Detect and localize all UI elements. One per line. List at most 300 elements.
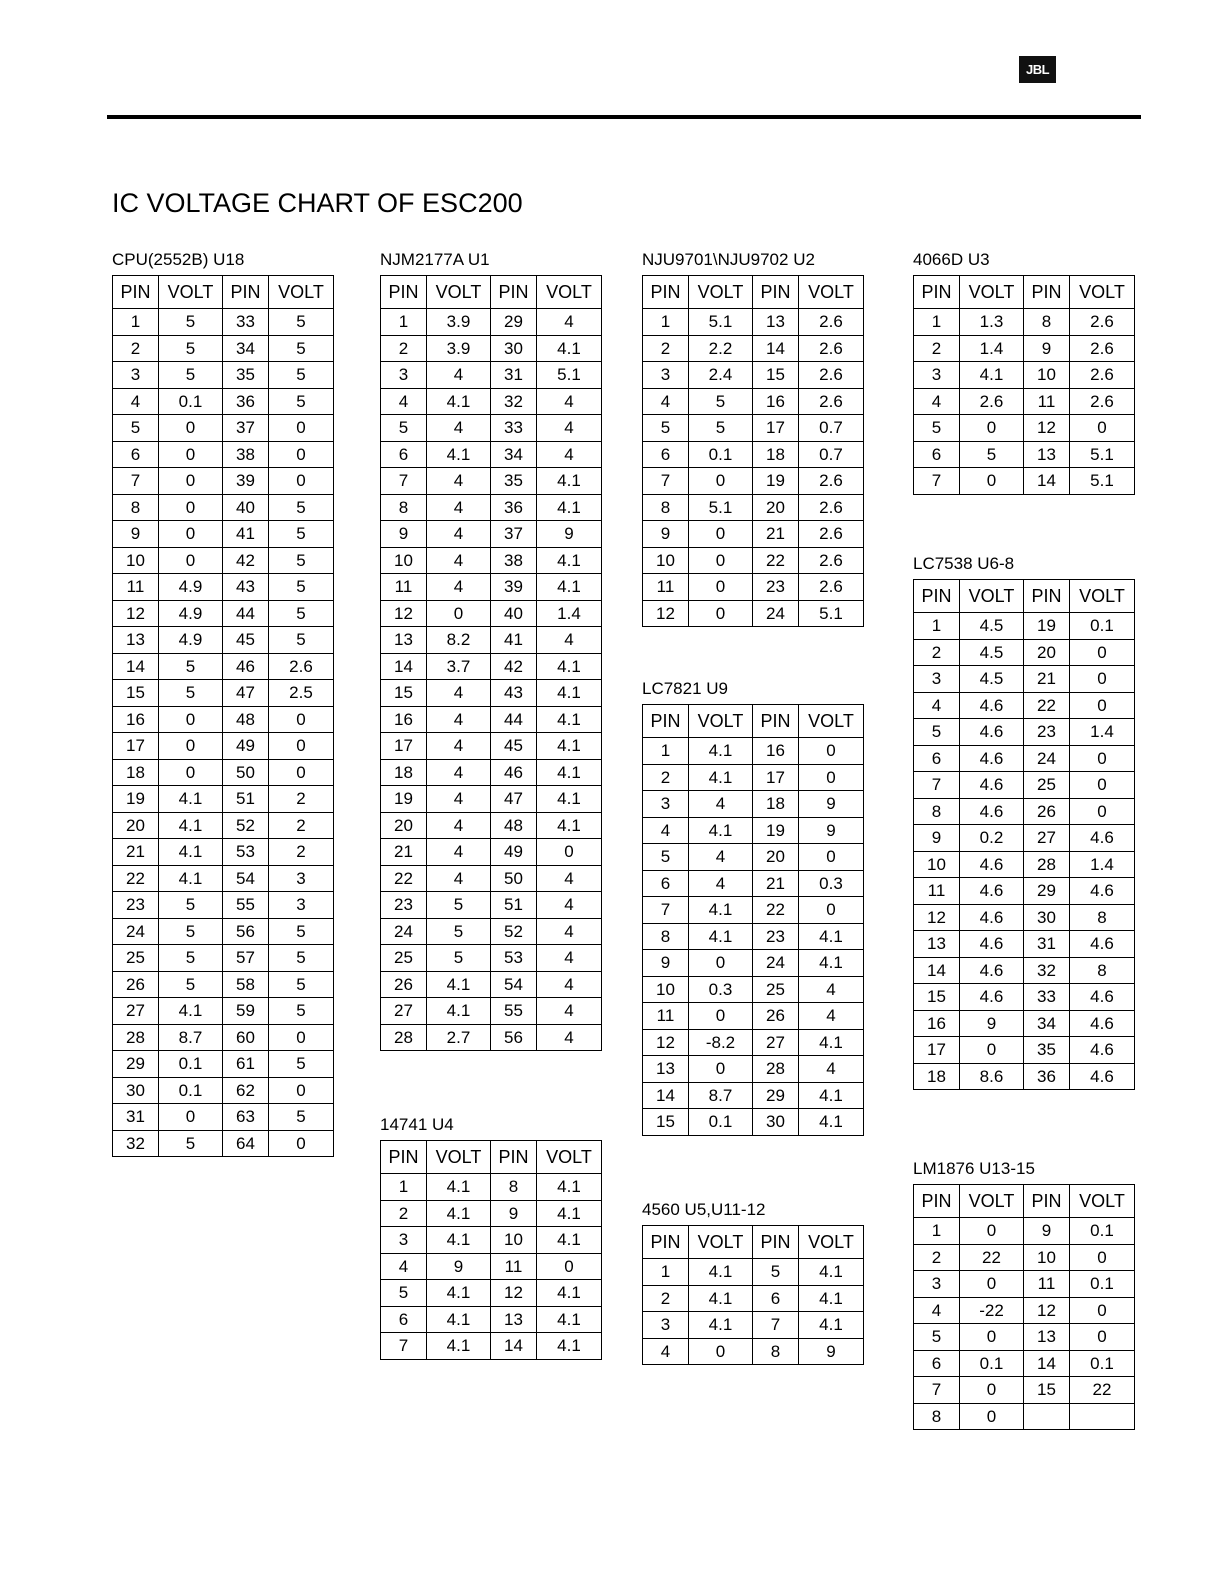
pin-cell: 9 — [1024, 1218, 1070, 1245]
pin-cell: 18 — [113, 759, 159, 786]
table-row — [381, 309, 602, 336]
pin-cell: 39 — [223, 468, 269, 495]
pin-cell: 28 — [113, 1024, 159, 1051]
pin-cell: 52 — [223, 812, 269, 839]
volt-cell: 4.1 — [537, 1227, 602, 1254]
pin-cell: 9 — [491, 1200, 537, 1227]
pin-cell: 10 — [914, 851, 960, 878]
volt-cell: 4.1 — [689, 923, 753, 950]
volt-cell: 4.6 — [1070, 1037, 1135, 1064]
table-row — [113, 494, 334, 521]
pin-cell: 22 — [1024, 692, 1070, 719]
table-row — [381, 1227, 602, 1254]
pin-cell: 15 — [643, 1109, 689, 1136]
column-header: VOLT — [689, 705, 753, 738]
volt-cell: 0.2 — [960, 825, 1024, 852]
volt-cell: 4 — [427, 680, 491, 707]
volt-cell: 4.1 — [799, 1029, 864, 1056]
volt-cell: 4.5 — [960, 639, 1024, 666]
pin-cell: 23 — [1024, 719, 1070, 746]
pin-cell: 38 — [223, 441, 269, 468]
pin-cell: 17 — [381, 733, 427, 760]
volt-cell: 2.6 — [799, 362, 864, 389]
table-caption: NJM2177A U1 — [380, 250, 490, 269]
pin-cell: 13 — [491, 1306, 537, 1333]
pin-cell: 9 — [643, 950, 689, 977]
pin-cell: 16 — [381, 706, 427, 733]
table-row — [643, 600, 864, 627]
volt-cell: 0 — [799, 764, 864, 791]
pin-cell: 4 — [643, 817, 689, 844]
volt-cell: 0 — [689, 547, 753, 574]
pin-cell: 3 — [914, 362, 960, 389]
pin-cell: 3 — [914, 666, 960, 693]
volt-cell: 4.5 — [960, 613, 1024, 640]
header-row — [914, 1185, 1135, 1218]
volt-cell: 0 — [689, 1338, 753, 1365]
pin-cell: 14 — [753, 335, 799, 362]
volt-cell: 4 — [427, 865, 491, 892]
volt-cell: 4.1 — [159, 839, 223, 866]
pin-cell: 27 — [113, 998, 159, 1025]
volt-cell: 0.1 — [689, 441, 753, 468]
pin-cell: 54 — [223, 865, 269, 892]
pin-cell: 8 — [1024, 309, 1070, 336]
pin-cell: 4 — [381, 1253, 427, 1280]
volt-cell: 0 — [159, 415, 223, 442]
volt-cell: 4 — [427, 706, 491, 733]
volt-cell: 5 — [689, 388, 753, 415]
pin-cell: 38 — [491, 547, 537, 574]
pin-cell: 10 — [643, 547, 689, 574]
volt-cell: 4.1 — [427, 1174, 491, 1201]
pin-cell: 13 — [1024, 1324, 1070, 1351]
pin-cell: 26 — [753, 1003, 799, 1030]
pin-cell — [1024, 1403, 1070, 1430]
pin-cell: 59 — [223, 998, 269, 1025]
header-row — [113, 276, 334, 309]
table-row — [914, 1350, 1135, 1377]
pin-cell: 41 — [491, 627, 537, 654]
pin-cell: 9 — [914, 825, 960, 852]
pin-cell: 3 — [643, 1312, 689, 1339]
volt-cell: 4.1 — [960, 362, 1024, 389]
volt-cell: 0 — [689, 574, 753, 601]
pin-cell: 35 — [1024, 1037, 1070, 1064]
pin-cell: 11 — [643, 574, 689, 601]
table-row — [643, 976, 864, 1003]
pin-cell: 4 — [113, 388, 159, 415]
volt-cell: 4.6 — [1070, 931, 1135, 958]
volt-cell: 0.1 — [159, 388, 223, 415]
column-header: PIN — [1024, 1185, 1070, 1218]
table-row — [643, 574, 864, 601]
pin-cell: 13 — [113, 627, 159, 654]
pin-cell: 23 — [753, 574, 799, 601]
pin-cell: 53 — [223, 839, 269, 866]
volt-cell: 5 — [269, 521, 334, 548]
pin-cell: 7 — [113, 468, 159, 495]
table-row — [643, 738, 864, 765]
volt-cell: 0.7 — [799, 415, 864, 442]
volt-cell: 5 — [269, 335, 334, 362]
pin-cell: 18 — [914, 1063, 960, 1090]
volt-cell: 4.1 — [537, 812, 602, 839]
volt-cell: 4.6 — [1070, 878, 1135, 905]
pin-cell: 8 — [753, 1338, 799, 1365]
table-row — [113, 388, 334, 415]
table-row — [113, 547, 334, 574]
volt-cell: 1.4 — [537, 600, 602, 627]
table-row — [914, 613, 1135, 640]
pin-cell: 33 — [1024, 984, 1070, 1011]
table-row — [381, 1280, 602, 1307]
column-header: PIN — [914, 1185, 960, 1218]
volt-cell: 0 — [159, 441, 223, 468]
pin-cell: 13 — [753, 309, 799, 336]
volt-cell: 4.1 — [537, 706, 602, 733]
volt-cell: 0 — [1070, 1244, 1135, 1271]
pin-cell: 1 — [381, 1174, 427, 1201]
table-row — [381, 918, 602, 945]
table-row — [381, 1024, 602, 1051]
table-row — [381, 892, 602, 919]
voltage-table — [642, 704, 864, 1136]
header-row — [381, 1141, 602, 1174]
volt-cell: 8.2 — [427, 627, 491, 654]
pin-cell: 10 — [1024, 362, 1070, 389]
table-row — [113, 600, 334, 627]
volt-cell: 8 — [1070, 904, 1135, 931]
pin-cell: 21 — [1024, 666, 1070, 693]
volt-cell: 4 — [537, 309, 602, 336]
volt-cell: 4.6 — [1070, 825, 1135, 852]
volt-cell: 2.5 — [269, 680, 334, 707]
table-row — [381, 706, 602, 733]
volt-cell: 1.3 — [960, 309, 1024, 336]
table-row — [643, 1312, 864, 1339]
table-row — [113, 521, 334, 548]
volt-cell: 4.6 — [960, 719, 1024, 746]
volt-cell: 4.1 — [689, 1285, 753, 1312]
volt-cell: 4 — [689, 870, 753, 897]
table-row — [643, 1029, 864, 1056]
header-row — [643, 705, 864, 738]
volt-cell: 0 — [269, 759, 334, 786]
pin-cell: 20 — [1024, 639, 1070, 666]
volt-cell: 4 — [427, 415, 491, 442]
pin-cell: 10 — [113, 547, 159, 574]
pin-cell: 5 — [914, 415, 960, 442]
volt-cell: 4.1 — [689, 1312, 753, 1339]
table-row — [113, 706, 334, 733]
pin-cell: 3 — [643, 791, 689, 818]
voltage-table — [913, 275, 1135, 495]
pin-cell: 13 — [643, 1056, 689, 1083]
column-header: PIN — [643, 1226, 689, 1259]
pin-cell: 3 — [113, 362, 159, 389]
volt-cell: 5 — [269, 600, 334, 627]
pin-cell: 29 — [1024, 878, 1070, 905]
column-header: VOLT — [960, 1185, 1024, 1218]
pin-cell: 58 — [223, 971, 269, 998]
table-row — [381, 521, 602, 548]
pin-cell: 45 — [223, 627, 269, 654]
volt-cell: 5 — [159, 309, 223, 336]
pin-cell: 46 — [491, 759, 537, 786]
table-row — [914, 415, 1135, 442]
volt-cell: 5.1 — [1070, 441, 1135, 468]
volt-cell: 4 — [799, 976, 864, 1003]
volt-cell: 4.1 — [159, 998, 223, 1025]
column-header: PIN — [643, 705, 689, 738]
table-row — [914, 798, 1135, 825]
pin-cell: 33 — [223, 309, 269, 336]
pin-cell: 32 — [1024, 957, 1070, 984]
volt-cell: 9 — [537, 521, 602, 548]
header-row — [643, 276, 864, 309]
table-row — [381, 812, 602, 839]
volt-cell: 4 — [427, 786, 491, 813]
volt-cell: 5 — [689, 415, 753, 442]
pin-cell: 33 — [491, 415, 537, 442]
pin-cell: 44 — [223, 600, 269, 627]
column-header: PIN — [1024, 580, 1070, 613]
pin-cell: 17 — [753, 764, 799, 791]
table-caption: LC7538 U6-8 — [913, 554, 1015, 573]
volt-cell: 0 — [689, 468, 753, 495]
column-header: VOLT — [537, 276, 602, 309]
table-row — [914, 1218, 1135, 1245]
column-header: VOLT — [799, 1226, 864, 1259]
volt-cell: 0 — [269, 468, 334, 495]
volt-cell: 5 — [269, 945, 334, 972]
pin-cell: 15 — [113, 680, 159, 707]
pin-cell: 44 — [491, 706, 537, 733]
pin-cell: 20 — [753, 494, 799, 521]
table-block-lm1876 — [913, 1159, 1135, 1430]
volt-cell: 5 — [159, 653, 223, 680]
table-row — [381, 839, 602, 866]
volt-cell: 4.1 — [537, 759, 602, 786]
volt-cell: 4.6 — [1070, 1010, 1135, 1037]
volt-cell: 8.7 — [689, 1082, 753, 1109]
table-row — [381, 865, 602, 892]
table-row — [914, 1037, 1135, 1064]
volt-cell: 5.1 — [689, 309, 753, 336]
volt-cell: 0 — [1070, 1324, 1135, 1351]
volt-cell: 4 — [427, 494, 491, 521]
table-row — [113, 362, 334, 389]
volt-cell: 0 — [960, 1037, 1024, 1064]
table-row — [113, 945, 334, 972]
volt-cell: 2.2 — [689, 335, 753, 362]
pin-cell: 2 — [914, 1244, 960, 1271]
volt-cell: 0.1 — [1070, 1218, 1135, 1245]
pin-cell: 19 — [1024, 613, 1070, 640]
pin-cell: 46 — [223, 653, 269, 680]
pin-cell: 55 — [223, 892, 269, 919]
pin-cell: 16 — [914, 1010, 960, 1037]
pin-cell: 57 — [223, 945, 269, 972]
pin-cell: 12 — [1024, 415, 1070, 442]
volt-cell: 2.6 — [1070, 388, 1135, 415]
pin-cell: 14 — [491, 1333, 537, 1360]
volt-cell: 0 — [799, 738, 864, 765]
pin-cell: 34 — [1024, 1010, 1070, 1037]
table-row — [914, 441, 1135, 468]
pin-cell: 6 — [113, 441, 159, 468]
pin-cell: 14 — [1024, 1350, 1070, 1377]
pin-cell: 6 — [914, 441, 960, 468]
pin-cell: 29 — [113, 1051, 159, 1078]
pin-cell: 5 — [914, 719, 960, 746]
pin-cell: 28 — [381, 1024, 427, 1051]
volt-cell: 0 — [159, 494, 223, 521]
table-row — [643, 897, 864, 924]
volt-cell: 5 — [269, 494, 334, 521]
column-header: VOLT — [427, 276, 491, 309]
column-header: VOLT — [1070, 276, 1135, 309]
volt-cell: 5 — [159, 680, 223, 707]
volt-cell: 5 — [159, 362, 223, 389]
pin-cell: 47 — [223, 680, 269, 707]
table-row — [113, 441, 334, 468]
pin-cell: 51 — [491, 892, 537, 919]
volt-cell: 5.1 — [689, 494, 753, 521]
pin-cell: 27 — [753, 1029, 799, 1056]
pin-cell: 6 — [753, 1285, 799, 1312]
pin-cell: 12 — [643, 1029, 689, 1056]
column-header: VOLT — [689, 1226, 753, 1259]
table-row — [643, 1082, 864, 1109]
table-row — [643, 441, 864, 468]
pin-cell: 26 — [1024, 798, 1070, 825]
pin-cell: 12 — [1024, 1297, 1070, 1324]
table-row — [914, 1297, 1135, 1324]
pin-cell: 4 — [643, 1338, 689, 1365]
pin-cell: 5 — [643, 844, 689, 871]
table-row — [914, 388, 1135, 415]
pin-cell: 4 — [381, 388, 427, 415]
pin-cell: 37 — [223, 415, 269, 442]
pin-cell: 5 — [643, 415, 689, 442]
table-row — [914, 1063, 1135, 1090]
volt-cell: 3.9 — [427, 309, 491, 336]
pin-cell: 48 — [223, 706, 269, 733]
pin-cell: 3 — [381, 362, 427, 389]
pin-cell: 6 — [381, 1306, 427, 1333]
volt-cell — [1070, 1403, 1135, 1430]
table-row — [643, 1338, 864, 1365]
table-row — [914, 931, 1135, 958]
pin-cell: 54 — [491, 971, 537, 998]
volt-cell: 2.6 — [1070, 335, 1135, 362]
pin-cell: 34 — [491, 441, 537, 468]
volt-cell: 0 — [269, 733, 334, 760]
pin-cell: 25 — [113, 945, 159, 972]
pin-cell: 47 — [491, 786, 537, 813]
table-row — [914, 362, 1135, 389]
table-row — [113, 733, 334, 760]
volt-cell: 0 — [269, 1130, 334, 1157]
volt-cell: 5 — [269, 309, 334, 336]
volt-cell: 1.4 — [1070, 851, 1135, 878]
table-caption: NJU9701\NJU9702 U2 — [642, 250, 815, 269]
volt-cell: 4.1 — [427, 388, 491, 415]
volt-cell: 0 — [1070, 772, 1135, 799]
pin-cell: 9 — [113, 521, 159, 548]
volt-cell: 5 — [269, 918, 334, 945]
volt-cell: 4.6 — [960, 851, 1024, 878]
pin-cell: 23 — [113, 892, 159, 919]
volt-cell: 4.1 — [427, 1227, 491, 1254]
volt-cell: 0.1 — [1070, 1350, 1135, 1377]
table-row — [914, 984, 1135, 1011]
column-header: PIN — [753, 705, 799, 738]
pin-cell: 1 — [914, 613, 960, 640]
volt-cell: 0 — [159, 733, 223, 760]
volt-cell: 4.1 — [689, 897, 753, 924]
pin-cell: 17 — [914, 1037, 960, 1064]
pin-cell: 12 — [113, 600, 159, 627]
volt-cell: 22 — [1070, 1377, 1135, 1404]
pin-cell: 22 — [113, 865, 159, 892]
volt-cell: 4.1 — [537, 547, 602, 574]
volt-cell: 4.1 — [427, 1200, 491, 1227]
pin-cell: 21 — [113, 839, 159, 866]
volt-cell: 2.6 — [1070, 362, 1135, 389]
volt-cell: 0 — [159, 759, 223, 786]
volt-cell: 0 — [537, 839, 602, 866]
volt-cell: 5.1 — [799, 600, 864, 627]
volt-cell: 5 — [427, 892, 491, 919]
pin-cell: 60 — [223, 1024, 269, 1051]
volt-cell: 4 — [537, 892, 602, 919]
header-rule — [107, 115, 1141, 119]
volt-cell: 22 — [960, 1244, 1024, 1271]
pin-cell: 20 — [381, 812, 427, 839]
volt-cell: 4.9 — [159, 574, 223, 601]
volt-cell: 4.6 — [960, 904, 1024, 931]
pin-cell: 61 — [223, 1051, 269, 1078]
pin-cell: 32 — [491, 388, 537, 415]
table-row — [643, 1003, 864, 1030]
table-row — [381, 600, 602, 627]
volt-cell: 4 — [537, 865, 602, 892]
column-header: VOLT — [1070, 580, 1135, 613]
volt-cell: 0 — [159, 521, 223, 548]
volt-cell: 4.6 — [960, 878, 1024, 905]
table-row — [643, 335, 864, 362]
table-row — [914, 666, 1135, 693]
volt-cell: 4.1 — [427, 1306, 491, 1333]
volt-cell: 0 — [269, 1024, 334, 1051]
volt-cell: 4.1 — [427, 441, 491, 468]
table-row — [113, 839, 334, 866]
volt-cell: 4.1 — [427, 1333, 491, 1360]
volt-cell: 4 — [427, 733, 491, 760]
volt-cell: 0 — [269, 415, 334, 442]
pin-cell: 11 — [1024, 388, 1070, 415]
pin-cell: 51 — [223, 786, 269, 813]
volt-cell: 4 — [537, 627, 602, 654]
table-row — [113, 1104, 334, 1131]
pin-cell: 7 — [381, 1333, 427, 1360]
pin-cell: 23 — [381, 892, 427, 919]
volt-cell: 4.1 — [799, 950, 864, 977]
volt-cell: 4.1 — [689, 738, 753, 765]
